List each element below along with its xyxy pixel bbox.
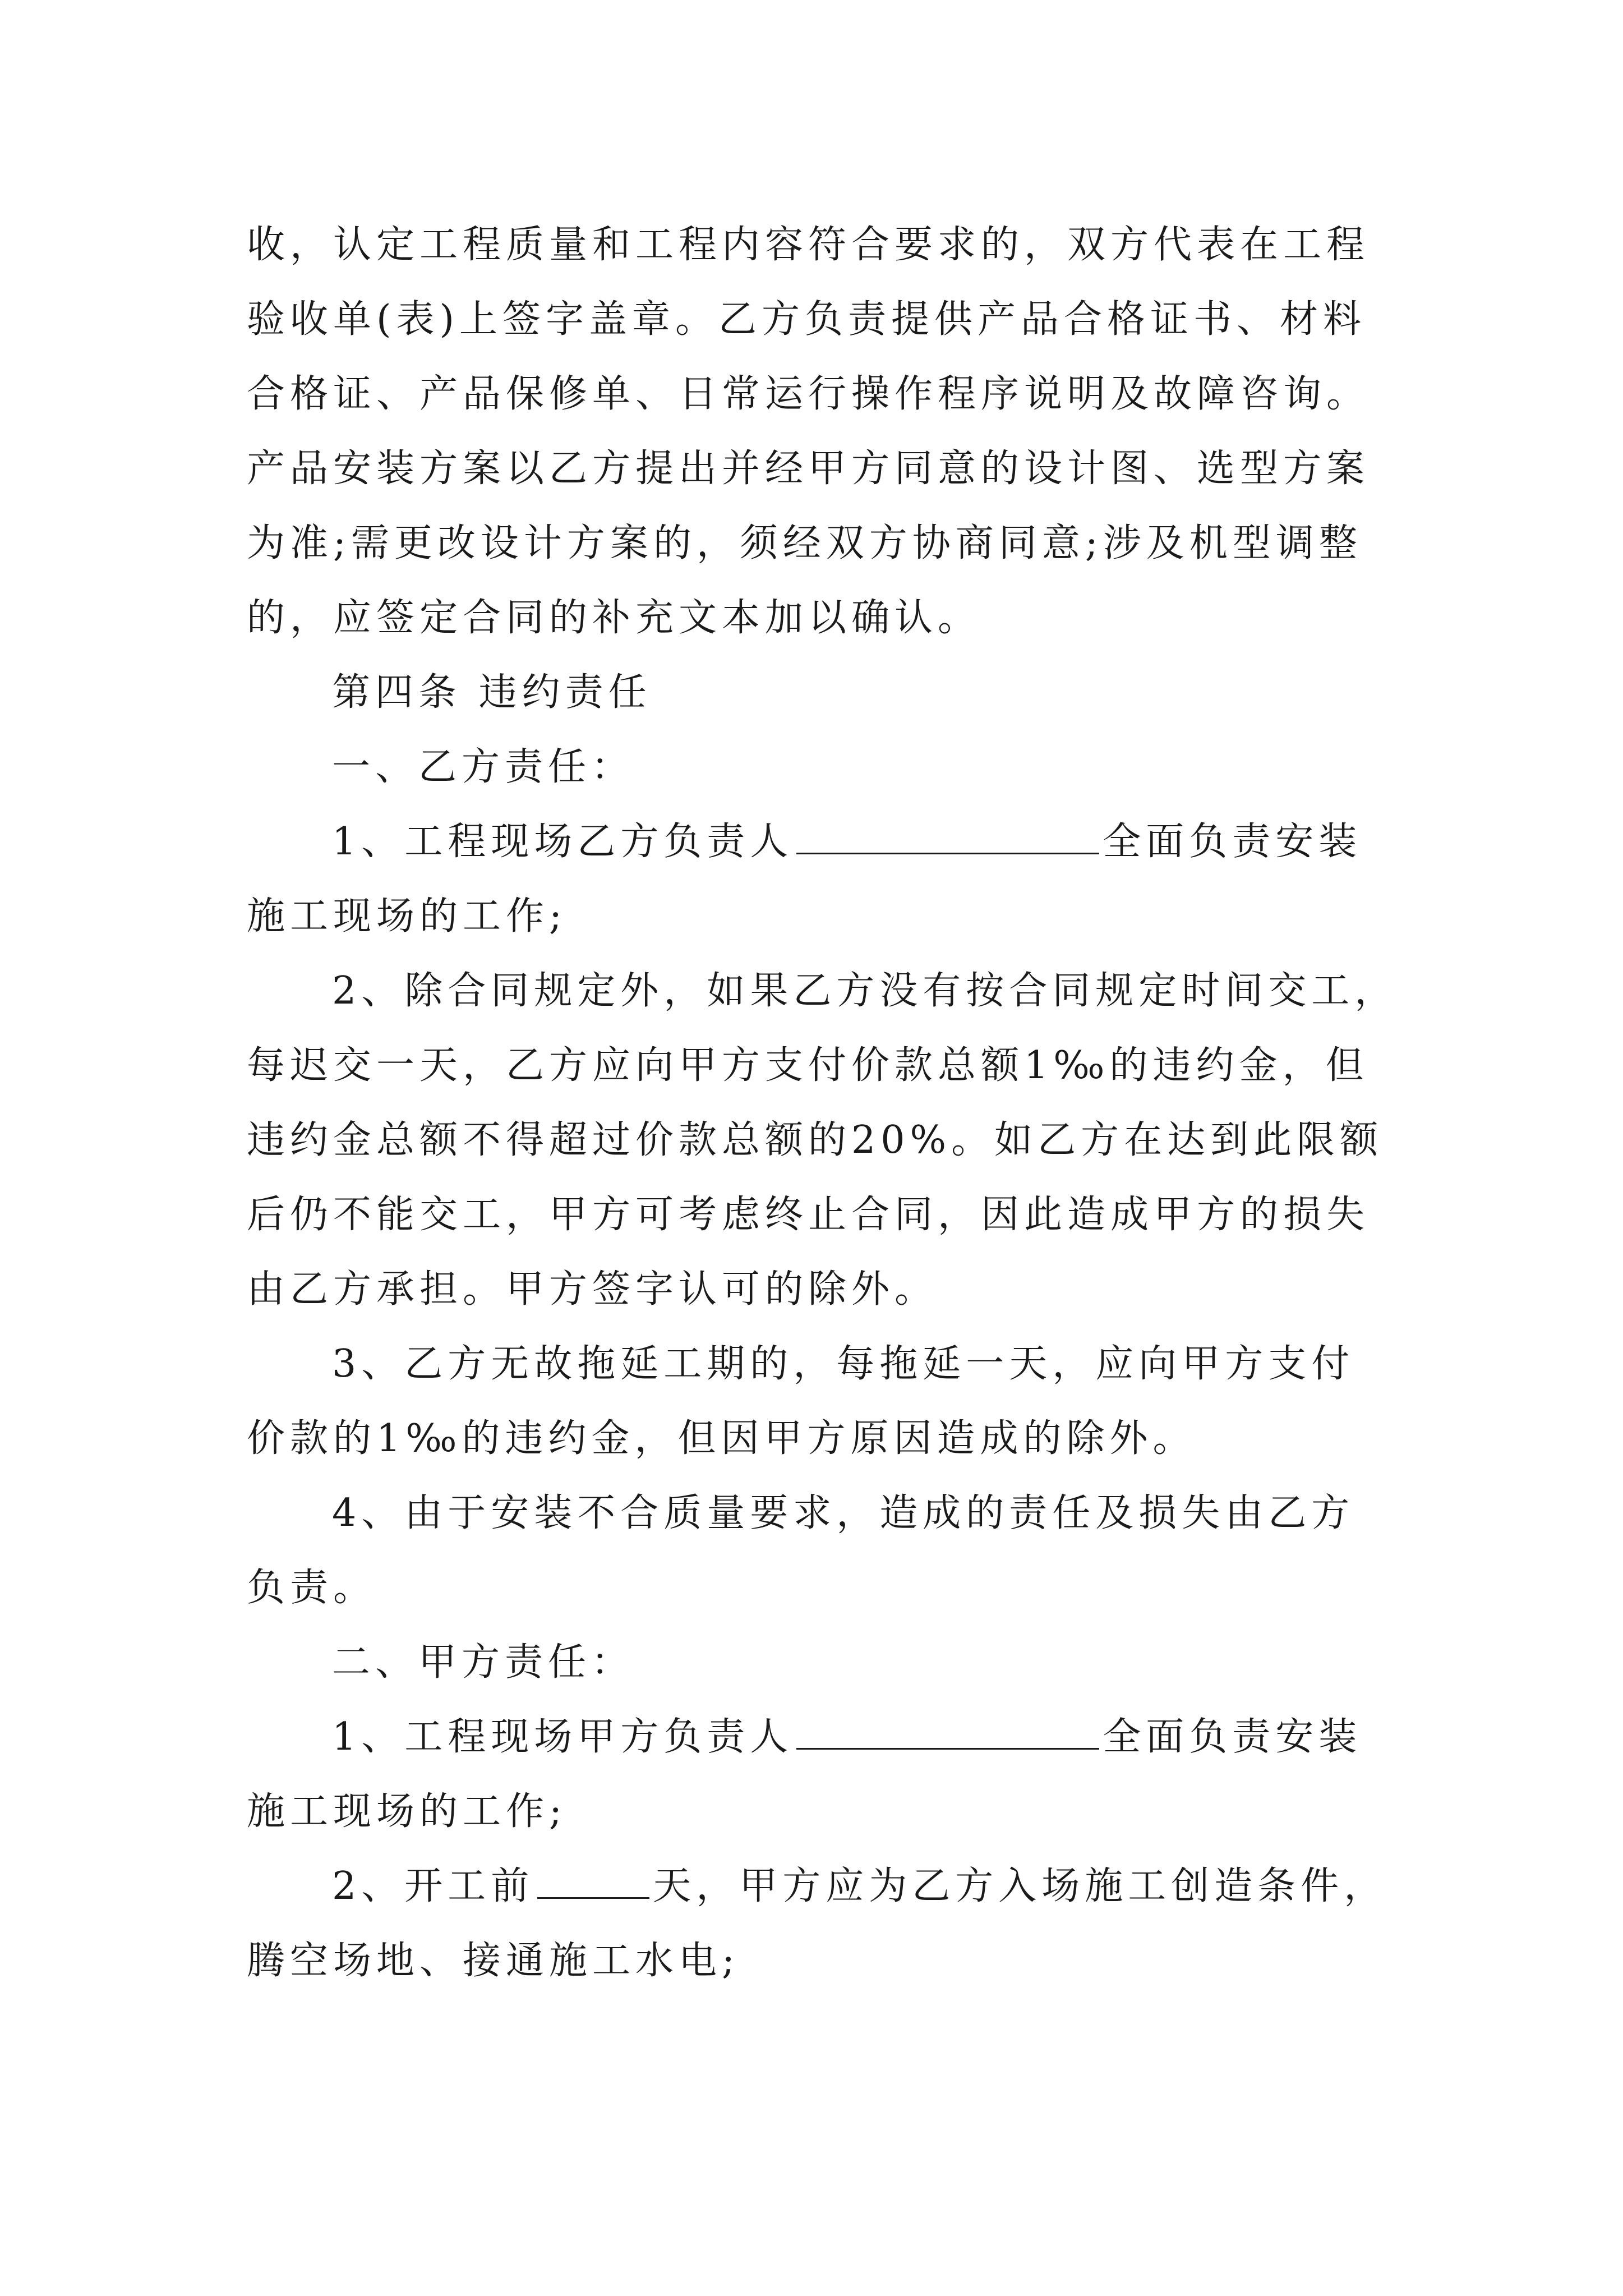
clause-a1-text: 1、工程现场甲方负责人 (332, 1715, 794, 1759)
clause-b2-line: 后仍不能交工，甲方可考虑终止合同，因此造成甲方的损失 (247, 1193, 1370, 1237)
text-line: 收，认定工程质量和工程内容符合要求的，双方代表在工程 (247, 223, 1370, 267)
clause-b1-text-after: 全面负责安装 (1103, 820, 1362, 864)
text-line: 产品安装方案以乙方提出并经甲方同意的设计图、选型方案 (247, 447, 1370, 491)
clause-a1-text-after: 全面负责安装 (1103, 1715, 1362, 1759)
clause-b1-text: 1、工程现场乙方负责人 (332, 820, 794, 864)
clause-b4-line: 负责。 (247, 1566, 377, 1610)
clause-b2-line: 违约金总额不得超过价款总额的20%。如乙方在达到此限额 (247, 1118, 1384, 1162)
fill-in-blank (796, 813, 1099, 854)
clause-a2-text-after: 天，甲方应为乙方入场施工创造条件， (653, 1864, 1387, 1908)
clause-b2-line: 每迟交一天，乙方应向甲方支付价款总额1‰的违约金，但 (247, 1043, 1369, 1088)
clause-b3-line: 价款的1‰的违约金，但因甲方原因造成的除外。 (247, 1416, 1196, 1461)
party-b-heading: 一、乙方责任： (332, 745, 635, 789)
text-line: 验收单(表)上签字盖章。乙方负责提供产品合格证书、材料 (247, 297, 1367, 342)
article-heading: 第四条 违约责任 (332, 670, 652, 715)
clause-a2 (247, 1849, 1391, 1924)
text-line: 合格证、产品保修单、日常运行操作程序说明及故障咨询。 (247, 372, 1370, 416)
clause-b1-continuation: 施工现场的工作; (247, 894, 567, 938)
clause-a2-text: 2、开工前 (332, 1864, 534, 1908)
text-line: 的，应签定合同的补充文本加以确认。 (247, 596, 981, 640)
clause-b3-line: 3、乙方无故拖延工期的，每拖延一天，应向甲方支付 (332, 1342, 1355, 1386)
document-body (247, 208, 1398, 1998)
party-a-heading: 二、甲方责任： (332, 1640, 635, 1685)
fill-in-blank (796, 1709, 1099, 1750)
clause-a2-continuation: 腾空场地、接通施工水电; (247, 1939, 740, 1983)
clause-b2-line: 由乙方承担。甲方签字认可的除外。 (247, 1267, 938, 1312)
clause-b1 (247, 804, 1391, 879)
clause-a1 (247, 1700, 1391, 1774)
clause-b2-line: 2、除合同规定外，如果乙方没有按合同规定时间交工， (332, 969, 1398, 1013)
clause-b4-line: 4、由于安装不合质量要求，造成的责任及损失由乙方 (332, 1491, 1355, 1535)
fill-in-blank (537, 1858, 649, 1899)
text-line: 为准;需更改设计方案的，须经双方协商同意;涉及机型调整 (247, 521, 1362, 565)
clause-a1-continuation: 施工现场的工作; (247, 1789, 567, 1834)
